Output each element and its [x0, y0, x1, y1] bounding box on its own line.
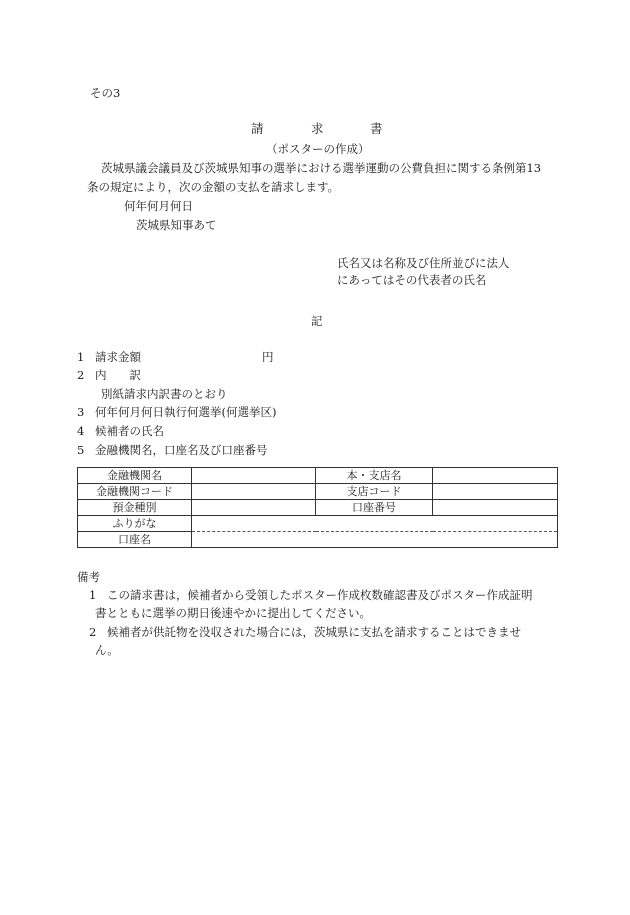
item-2-detail: 別紙請求内訳書のとおり: [101, 387, 228, 401]
bank-table-row: [78, 468, 558, 484]
date: 何年何月何日: [124, 199, 193, 213]
note-1-line-2: 書とともに選挙の期日後速やかに提出してください。: [95, 606, 371, 620]
bank-name-value-cell[interactable]: [192, 468, 316, 484]
bank-code-label: 金融機関コード: [78, 484, 192, 500]
notes-heading: 備考: [77, 570, 100, 584]
form-number: その3: [90, 86, 121, 100]
item-3-label: 何年何月何日執行何選挙(何選挙区): [95, 405, 277, 419]
deposit-type-label: 預金種別: [78, 500, 192, 516]
bank-account-table: [77, 467, 558, 548]
note-1-line-1: この請求書は，候補者から受領したポスター作成枚数確認書及びポスター作成証明: [107, 588, 533, 602]
addressee: 茨城県知事あて: [136, 218, 217, 232]
bank-code-value-cell[interactable]: [192, 484, 316, 500]
branch-name-label: 本・支店名: [316, 468, 433, 484]
account-number-value-cell[interactable]: [433, 500, 558, 516]
bank-table-row: [78, 532, 558, 548]
furigana-value-cell[interactable]: [192, 516, 558, 532]
subtitle: （ポスターの作成）: [266, 142, 370, 156]
ki-heading: 記: [311, 314, 323, 328]
item-2-number: 2: [77, 368, 85, 382]
bank-table-row: [78, 516, 558, 532]
intro-line-1: 茨城県議会議員及び茨城県知事の選挙における選挙運動の公費負担に関する条例第13: [101, 161, 542, 175]
item-4-label: 候補者の氏名: [95, 424, 164, 438]
title-char-3: 書: [370, 121, 383, 136]
note-2-number: 2: [89, 625, 97, 639]
item-1-label: 請求金額: [95, 350, 141, 364]
item-5-label: 金融機関名，口座名及び口座番号: [95, 443, 268, 457]
bank-name-label: 金融機関名: [78, 468, 192, 484]
item-3-number: 3: [77, 405, 85, 419]
bank-table-row: [78, 500, 558, 516]
title-char-2: 求: [311, 121, 324, 136]
item-1-unit: 円: [262, 350, 274, 364]
item-1-number: 1: [77, 350, 85, 364]
note-2-line-2: ん。: [95, 643, 119, 657]
deposit-type-value-cell[interactable]: [192, 500, 316, 516]
branch-name-value-cell[interactable]: [433, 468, 558, 484]
account-name-label: 口座名: [78, 532, 192, 548]
account-number-label: 口座番号: [316, 500, 433, 516]
title-char-1: 請: [251, 121, 264, 136]
note-2-line-1: 候補者が供託物を没収された場合には，茨城県に支払を請求することはできませ: [107, 625, 521, 639]
intro-line-2: 条の規定により，次の金額の支払を請求します。: [87, 180, 340, 194]
branch-code-value-cell[interactable]: [433, 484, 558, 500]
bank-table-row: [78, 484, 558, 500]
furigana-label: ふりがな: [78, 516, 192, 532]
account-name-value-cell[interactable]: [192, 532, 558, 548]
note-1-number: 1: [89, 588, 97, 602]
claimant-line-2: にあってはその代表者の氏名: [337, 273, 487, 287]
claimant-line-1: 氏名又は名称及び住所並びに法人: [337, 256, 510, 270]
item-2-label: 内 訳: [95, 368, 141, 382]
branch-code-label: 支店コード: [316, 484, 433, 500]
item-4-number: 4: [77, 424, 85, 438]
item-5-number: 5: [77, 443, 85, 457]
